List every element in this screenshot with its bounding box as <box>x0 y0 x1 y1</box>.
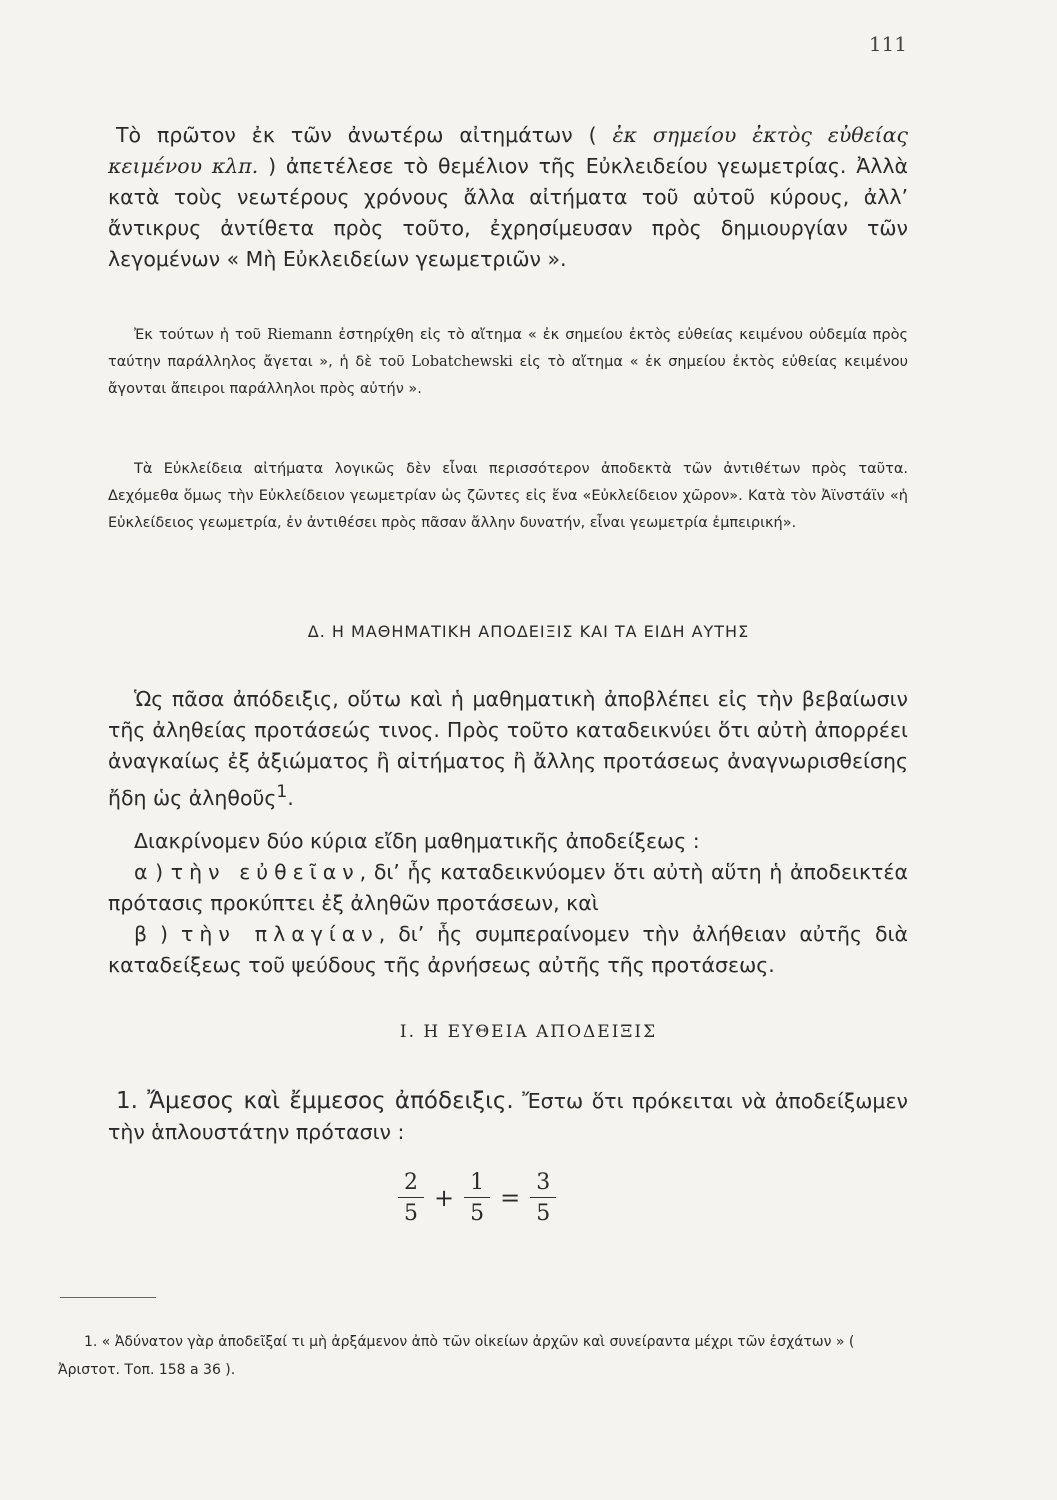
fraction-2-numerator: 1 <box>464 1170 490 1198</box>
item-a-term: τὴν εὐθεῖαν <box>170 860 360 884</box>
page-number: 111 <box>868 32 907 56</box>
intro-text-start: Τὸ πρῶτον ἐκ τῶν ἀνωτέρω αἰτημάτων ( <box>116 123 613 147</box>
fraction-equation <box>392 1170 562 1226</box>
item-a-text: , δι’ ἧς καταδεικνύομεν ὅτι αὐτὴ αὕτη ἡ ἀποδεικτέα πρότασις προκύπτει ἐξ ἀληθῶν προτάσεων, καὶ <box>108 860 908 915</box>
euclidean-postulates-paragraph: Τὰ Εὐκλείδεια αἰτήματα λογικῶς δὲν εἶναι περισσότερον ἀποδεκτὰ τῶν ἀντιθέτων πρὸς ταῦτα. Δεχόμεθα ὅμως τὴν Εὐκλείδειον γεωμετρίαν ὡς ζῶντες εἰς ἕνα «Εὐκλείδειον χῶρον». Κατὰ τὸν Ἀϊνστάϊν «ἡ Εὐκλείδειος γεωμετρία, ἐν ἀντιθέσει πρὸς πᾶσαν ἄλλην δυνατήν, εἶναι γεωμετρία ἐμπειρική». <box>108 461 908 531</box>
fraction-1-denominator: 5 <box>404 1201 418 1226</box>
footnote-divider <box>60 1297 156 1298</box>
equals-sign: = <box>500 1184 521 1212</box>
lobatchewski-name: Lobatchewski <box>411 354 513 370</box>
proof-text-end: . <box>287 785 294 810</box>
footnote-ref: 1 <box>276 782 288 802</box>
riemann-lobatchewski-paragraph <box>108 322 908 403</box>
riemann-text-a: Ἐκ τούτων ἡ τοῦ <box>134 327 268 343</box>
proof-kinds-intro: Διακρίνομεν δύο κύρια εἴδη μαθηματικῆς ἀποδείξεως : <box>134 829 700 853</box>
item-a-label: α ) <box>134 860 171 884</box>
proof-text: Ὡς πᾶσα ἀπόδειξις, οὕτω καὶ ἡ μαθηματικὴ ἀποβλέπει εἰς τὴν βεβαίωσιν τῆς ἀληθείας προτάσεώς τινος. Πρὸς τοῦτο καταδεικνύει ὅτι αὐτὴ ἀπορρέει ἀναγκαίως ἐξ ἀξιώματος ἢ αἰτήματος ἢ ἄλλης προτάσεως ἀναγνωρισθείσης ἤδη ὡς ἀληθοῦς <box>108 687 908 810</box>
direct-proof-item <box>108 857 908 919</box>
section-heading-d: Δ. Η ΜΑΘΗΜΑΤΙΚΗ ΑΠΟΔΕΙΞΙΣ ΚΑΙ ΤΑ ΕΙΔΗ ΑΥΤΗΣ <box>307 622 750 641</box>
mathematical-proof-paragraph <box>108 684 908 814</box>
intro-italic-quote: ἐκ σημείου ἐκτὸς εὐθείας κειμένου κλπ. <box>108 123 908 178</box>
riemann-name: Riemann <box>267 327 333 343</box>
indirect-proof-item <box>108 919 908 981</box>
fraction-3-numerator: 3 <box>530 1170 556 1198</box>
lobatchewski-text-c: εἰς τὸ αἴτημα « ἐκ σημείου ἐκτὸς εὐθείας κειμένου ἄγονται ἄπειροι παράλληλοι πρὸς αὐτήν ». <box>108 354 908 397</box>
footnote: 1. « Ἀδύνατον γὰρ ἀποδεῖξαί τι μὴ ἀρξάμενον ἀπὸ τῶν οἰκείων ἀρχῶν καὶ συνείραντα μέχρι τῶν ἐσχάτων » ( Ἀριστοτ. Τοπ. 158 a 36 ). <box>58 1334 855 1378</box>
fraction-2-denominator: 5 <box>470 1201 485 1226</box>
section-heading-i: Ι. Η ΕΥΘΕΙΑ ΑΠΟΔΕΙΞΙΣ <box>399 1022 658 1042</box>
fraction-one-fifth <box>464 1170 490 1226</box>
intro-text-end: ) ἀπετέλεσε τὸ θεμέλιον τῆς Εὐκλειδείου γεωμετρίας. Ἀλλὰ κατὰ τοὺς νεωτέρους χρόνους ἄλλα αἰτήματα τοῦ αὐτοῦ κύρους, ἀλλ’ ἄντικρυς ἀντίθετα πρὸς τοῦτο, ἐχρησίμευσαν πρὸς δημιουργίαν τῶν λεγομένων « Μὴ Εὐκλειδείων γεωμετριῶν ». <box>108 154 909 271</box>
item-b-text: , δι’ ἧς συμπεραίνομεν τὴν ἀλήθειαν αὐτῆς διὰ καταδείξεως τοῦ ψεύδους τῆς ἀρνήσεως αὐτῆς τῆς προτάσεως. <box>108 922 908 977</box>
fraction-two-fifths <box>398 1170 424 1226</box>
riemann-text-b: ἐστηρίχθη εἰς τὸ αἴτημα « ἐκ σημείου ἐκτὸς εὐθείας κειμένου οὐδεμία πρὸς ταύτην παράλληλος ἄγεται », ἡ δὲ τοῦ <box>108 327 908 370</box>
fraction-3-denominator: 5 <box>536 1201 551 1226</box>
fraction-1-numerator: 2 <box>398 1170 424 1198</box>
subsection-text: Ἔστω ὅτι πρόκειται νὰ ἀποδείξωμεν τὴν ἁπλουστάτην πρότασιν : <box>108 1089 908 1144</box>
intro-paragraph <box>108 120 908 275</box>
item-b-label: β ) <box>134 922 181 946</box>
direct-indirect-paragraph <box>108 1086 908 1148</box>
plus-sign: + <box>434 1184 455 1212</box>
item-b-term: τὴν πλαγίαν <box>181 922 379 946</box>
subsection-title: 1. Ἄμεσος καὶ ἔμμεσος ἀπόδειξις. <box>116 1088 514 1114</box>
fraction-three-fifths <box>530 1170 556 1226</box>
